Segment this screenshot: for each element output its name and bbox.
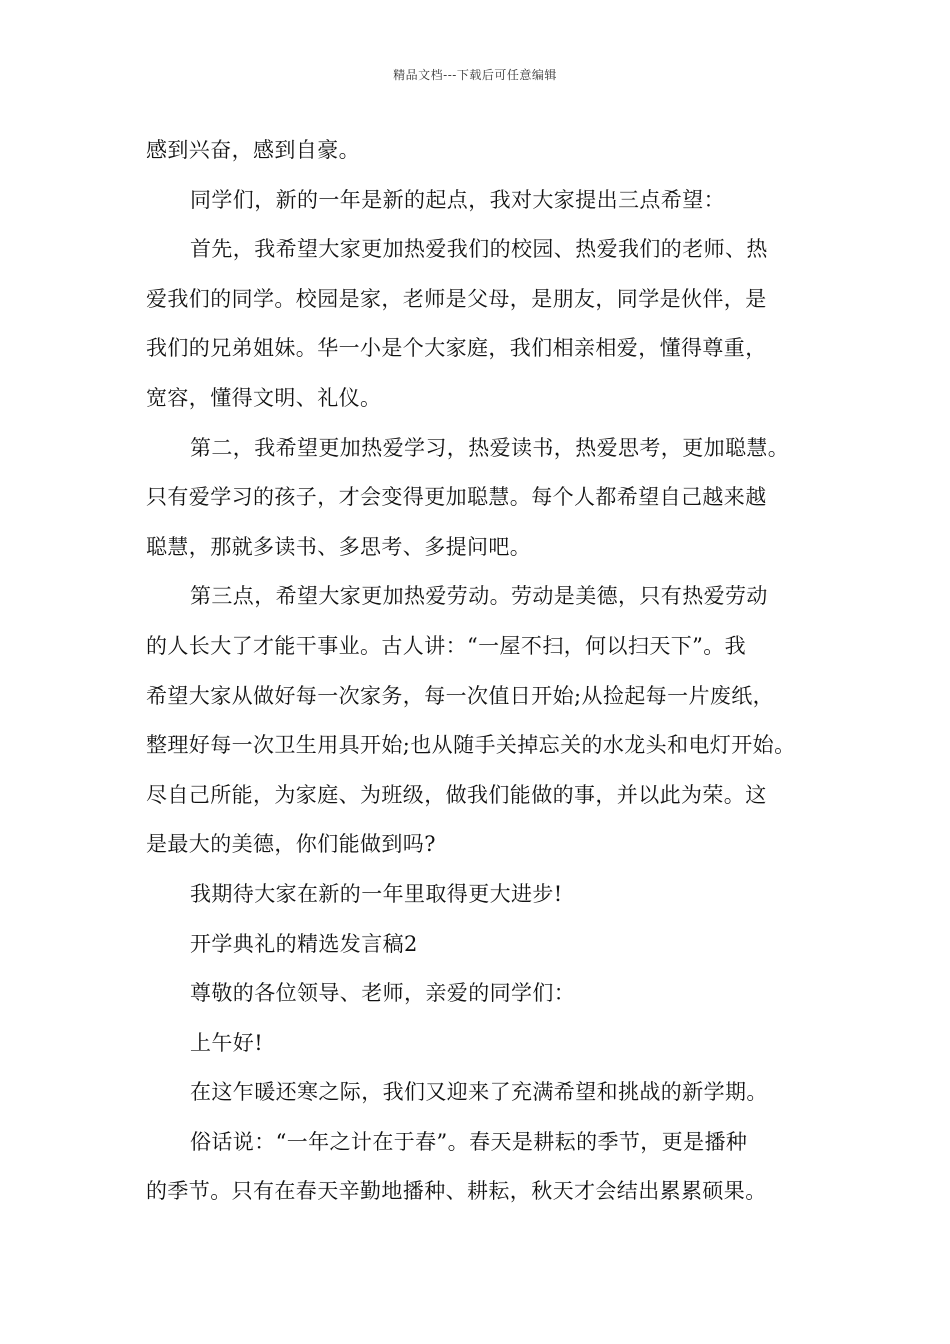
text-line: 在这乍暖还寒之际，我们又迎来了充满希望和挑战的新学期。 (190, 1080, 768, 1105)
salutation: 尊敬的各位领导、老师，亲爱的同学们： (190, 981, 576, 1006)
text-line: 爱我们的同学。校园是家，老师是父母，是朋友，同学是伙伴，是 (146, 286, 767, 311)
text-line: 聪慧，那就多读书、多思考、多提问吧。 (146, 534, 532, 559)
text-line: 的人长大了才能干事业。古人讲：“一屋不扫，何以扫天下”。我 (146, 633, 747, 658)
text-line: 第三点，希望大家更加热爱劳动。劳动是美德，只有热爱劳动 (190, 584, 768, 609)
greeting: 上午好! (190, 1030, 264, 1055)
text-line: 整理好每一次卫生用具开始;也从随手关掉忘关的水龙头和电灯开始。 (146, 733, 796, 758)
text-line: 感到兴奋，感到自豪。 (146, 138, 360, 162)
text-line: 第二，我希望更加热爱学习，热爱读书，热爱思考，更加聪慧。 (190, 435, 790, 460)
text-line: 尽自己所能，为家庭、为班级，做我们能做的事，并以此为荣。这 (146, 782, 767, 807)
text-line: 同学们，新的一年是新的起点，我对大家提出三点希望： (190, 187, 725, 212)
text-line: 首先，我希望大家更加热爱我们的校园、热爱我们的老师、热 (190, 237, 768, 262)
text-line: 是最大的美德，你们能做到吗? (146, 832, 436, 857)
page-header: 精品文档---下载后可任意编辑 (393, 68, 557, 82)
text-line: 我们的兄弟姐妹。华一小是个大家庭，我们相亲相爱，懂得尊重， (146, 336, 767, 361)
document-body (146, 126, 816, 1217)
text-line: 希望大家从做好每一次家务，每一次值日开始;从捡起每一片废纸， (146, 683, 775, 708)
text-line: 宽容，懂得文明、礼仪。 (146, 385, 382, 410)
text-line: 只有爱学习的孩子，才会变得更加聪慧。每个人都希望自己越来越 (146, 485, 767, 510)
section-title: 开学典礼的精选发言稿2 (190, 931, 418, 956)
text-line: 俗话说：“一年之计在于春”。春天是耕耘的季节，更是播种 (190, 1129, 748, 1154)
text-line: 我期待大家在新的一年里取得更大进步! (190, 881, 563, 906)
text-line: 的季节。只有在春天辛勤地播种、耕耘，秋天才会结出累累硕果。 (146, 1179, 767, 1204)
